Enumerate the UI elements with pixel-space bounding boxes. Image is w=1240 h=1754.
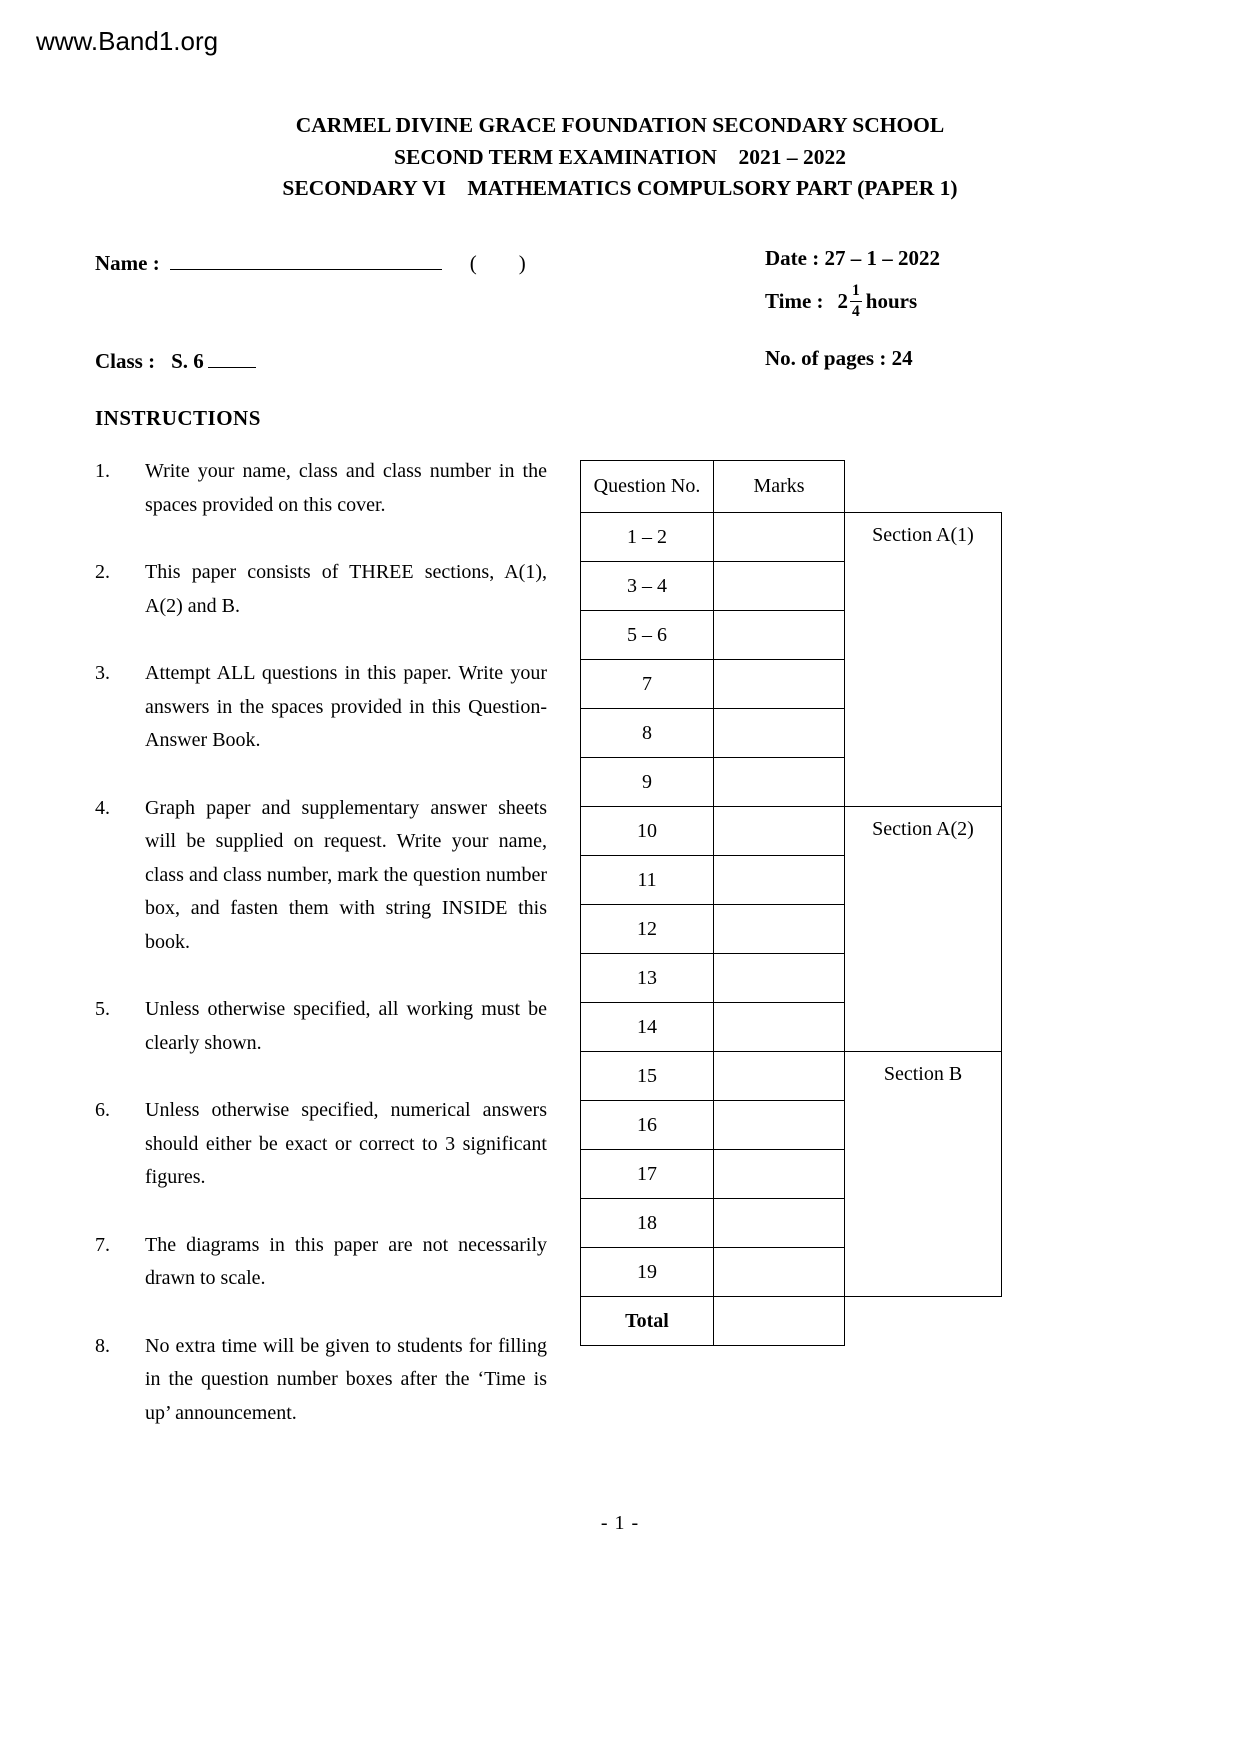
name-row [95, 246, 1155, 276]
question-cell: 14 [581, 1003, 714, 1052]
page-number: - 1 - [600, 1512, 640, 1534]
section-column-spacer [845, 1297, 1002, 1346]
marks-cell [714, 1052, 845, 1101]
question-cell: 12 [581, 905, 714, 954]
class-number-parens [470, 251, 526, 275]
paren-close: ) [518, 251, 526, 275]
table-row [581, 513, 1002, 562]
instruction-item [95, 1229, 547, 1296]
class-value: S. 6 [171, 349, 204, 373]
fraction-numerator: 1 [850, 282, 862, 302]
instruction-item [95, 993, 547, 1060]
marks-table [580, 460, 1002, 1346]
instruction-item [95, 1094, 547, 1195]
question-cell: 17 [581, 1150, 714, 1199]
marks-header: Marks [714, 461, 845, 513]
marks-cell [714, 905, 845, 954]
question-cell: 13 [581, 954, 714, 1003]
class-label: Class : [95, 349, 156, 373]
instruction-number: 6. [95, 1099, 110, 1121]
table-row [581, 807, 1002, 856]
instruction-number: 8. [95, 1334, 110, 1357]
question-cell: 3 – 4 [581, 562, 714, 611]
instruction-number: 3. [95, 662, 110, 684]
class-row [95, 346, 256, 374]
instruction-item [95, 556, 547, 623]
section-label: Section A(1) [845, 513, 1002, 807]
marks-cell [714, 660, 845, 709]
marks-cell [714, 1101, 845, 1150]
time-fraction [850, 282, 862, 321]
pages-field: No. of pages : 24 [765, 346, 913, 370]
question-cell: 9 [581, 758, 714, 807]
marks-cell [714, 562, 845, 611]
marks-cell [714, 758, 845, 807]
time-field [765, 282, 917, 321]
exam-title: SECOND TERM EXAMINATION 2021 – 2022 [394, 144, 846, 169]
instruction-text: Write your name, class and class number in the spaces provided on this cover. [145, 460, 547, 516]
time-unit: hours [865, 288, 918, 313]
question-cell: 19 [581, 1248, 714, 1297]
question-cell: 8 [581, 709, 714, 758]
question-cell: 18 [581, 1199, 714, 1248]
question-no-header: Question No. [581, 461, 714, 513]
question-cell: 7 [581, 660, 714, 709]
question-cell: 10 [581, 807, 714, 856]
total-cell: Total [581, 1297, 714, 1346]
section-column-spacer [845, 461, 1002, 513]
marks-cell [714, 611, 845, 660]
marks-cell [714, 1199, 845, 1248]
section-label: Section B [845, 1052, 1002, 1297]
school-name: CARMEL DIVINE GRACE FOUNDATION SECONDARY SCHOOL [295, 113, 945, 137]
instruction-number: 7. [95, 1233, 110, 1256]
instruction-text: No extra time will be given to students for filling in the question number boxes after the ‘Time is up’ announcement. [145, 1334, 547, 1424]
instruction-number: 4. [95, 796, 110, 819]
time-label: Time : [765, 288, 824, 313]
instruction-number: 1. [95, 460, 110, 482]
instruction-text: This paper consists of THREE sections, A(1), A(2) and B. [145, 561, 547, 617]
question-cell: 11 [581, 856, 714, 905]
instruction-text: Attempt ALL questions in this paper. Write your answers in the spaces provided in this Question-Answer Book. [145, 662, 547, 751]
fraction-denominator: 4 [852, 302, 860, 320]
instructions-section [95, 406, 547, 1464]
marks-cell [714, 807, 845, 856]
question-cell: 15 [581, 1052, 714, 1101]
instruction-item [95, 657, 547, 758]
instruction-text: Graph paper and supplementary answer sheets will be supplied on request. Write your name, class and class number, mark the question number box, and fasten them with string INSIDE this book. [145, 796, 547, 953]
name-blank-line [170, 246, 442, 270]
question-cell: 16 [581, 1101, 714, 1150]
paper-title: SECONDARY VI MATHEMATICS COMPULSORY PART (PAPER 1) [282, 176, 958, 200]
instruction-number: 5. [95, 998, 110, 1020]
marks-cell [714, 1297, 845, 1346]
question-cell: 5 – 6 [581, 611, 714, 660]
marks-cell [714, 1150, 845, 1199]
table-row [581, 1052, 1002, 1101]
instruction-text: Unless otherwise specified, numerical answers should either be exact or correct to 3 significant figures. [145, 1099, 547, 1188]
instruction-item [95, 1330, 547, 1431]
marks-cell [714, 1248, 845, 1297]
class-blank-line [208, 346, 256, 368]
date-field: Date : 27 – 1 – 2022 [765, 246, 940, 270]
watermark-text: www.Band1.org [36, 26, 219, 56]
instruction-text: The diagrams in this paper are not necessarily drawn to scale. [145, 1233, 547, 1289]
marks-table-header-row [581, 461, 1002, 513]
marks-cell [714, 856, 845, 905]
instruction-text: Unless otherwise specified, all working must be clearly shown. [145, 998, 547, 1054]
question-cell: 1 – 2 [581, 513, 714, 562]
marks-cell [714, 513, 845, 562]
marks-cell [714, 709, 845, 758]
paren-open: ( [469, 251, 477, 275]
section-label: Section A(2) [845, 807, 1002, 1052]
time-whole-number: 2 [837, 288, 849, 313]
name-label: Name : [95, 251, 160, 275]
instruction-item [95, 455, 547, 522]
marks-cell [714, 954, 845, 1003]
instructions-title: INSTRUCTIONS [95, 406, 261, 430]
instruction-number: 2. [95, 561, 110, 583]
table-row [581, 1297, 1002, 1346]
marks-cell [714, 1003, 845, 1052]
document-header [0, 110, 1240, 205]
instruction-item [95, 792, 547, 960]
